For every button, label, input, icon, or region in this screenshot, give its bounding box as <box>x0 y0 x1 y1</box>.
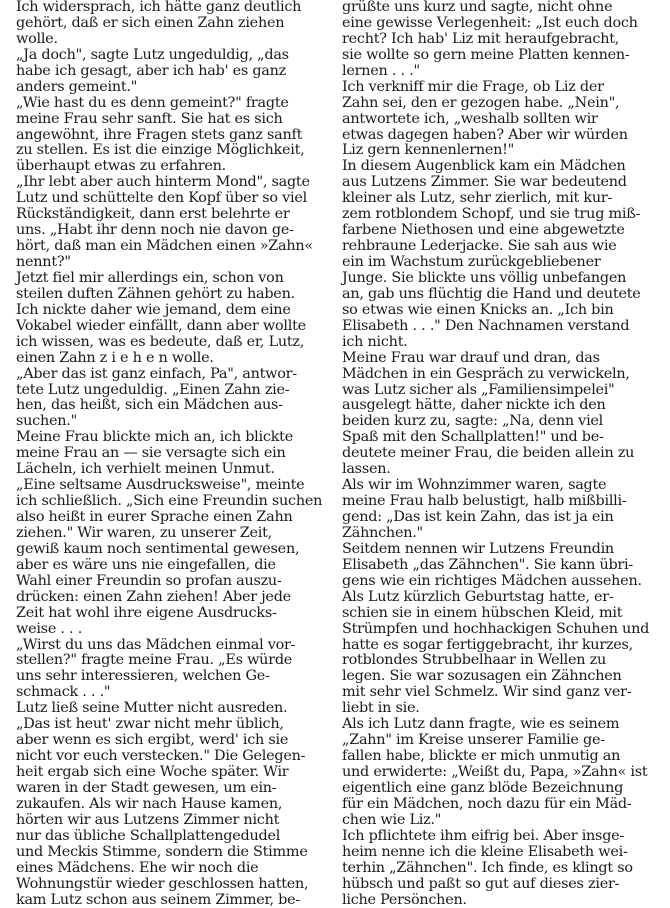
text-line: aus Lutzens Zimmer. Sie war bedeutend <box>342 175 662 191</box>
text-line: und Meckis Stimme, sondern die Stimme <box>16 845 336 861</box>
text-line: Als wir im Wohnzimmer waren, sagte <box>342 478 662 494</box>
text-line: Strümpfen und hochhackigen Schuhen und <box>342 622 662 638</box>
text-line: legen. Sie war sozusagen ein Zähnchen <box>342 669 662 685</box>
text-line: stellen?" fragte meine Frau. „Es würde <box>16 653 336 669</box>
text-line: „Wie hast du es denn gemeint?" fragte <box>16 96 336 112</box>
text-line: zem rotblondem Schopf, und sie trug miß- <box>342 207 662 223</box>
text-line: In diesem Augenblick kam ein Mädchen <box>342 159 662 175</box>
text-line: für ein Mädchen, noch dazu für ein Mäd- <box>342 797 662 813</box>
text-line: zu stellen. Es ist die einzige Möglichkeit, <box>16 143 336 159</box>
text-line: so etwas wie einen Knicks an. „Ich bin <box>342 303 662 319</box>
right-text-column <box>342 0 662 908</box>
text-line: „Aber das ist ganz einfach, Pa", antwor- <box>16 367 336 383</box>
text-line: nicht vor euch verstecken." Die Gelegen- <box>16 749 336 765</box>
text-line: Jetzt fiel mir allerdings ein, schon von <box>16 271 336 287</box>
text-line: Seitdem nennen wir Lutzens Freundin <box>342 542 662 558</box>
text-line: „Ja doch", sagte Lutz ungeduldig, „das <box>16 48 336 64</box>
text-line: kam Lutz schon aus seinem Zimmer, be- <box>16 893 336 908</box>
text-line: gend: „Das ist kein Zahn, das ist ja ein <box>342 510 662 526</box>
text-line: angewöhnt, ihre Fragen stets ganz sanft <box>16 128 336 144</box>
text-line: Ich pflichtete ihm eifrig bei. Aber insge- <box>342 829 662 845</box>
text-line: schmack . . ." <box>16 685 336 701</box>
text-line: Mädchen in ein Gespräch zu verwickeln, <box>342 367 662 383</box>
text-line: farbene Niethosen und eine abgewetzte <box>342 223 662 239</box>
text-line: weise . . . <box>16 622 336 638</box>
text-line: lassen. <box>342 462 662 478</box>
text-line: ein im Wachstum zurückgebliebener <box>342 255 662 271</box>
text-line: lernen . . ." <box>342 64 662 80</box>
text-line: „Das ist heut' zwar nicht mehr üblich, <box>16 717 336 733</box>
text-line: steilen duften Zähnen gehört zu haben. <box>16 287 336 303</box>
text-line: hört, daß man ein Mädchen einen »Zahn« <box>16 239 336 255</box>
text-line: aber wenn es sich ergibt, werd' ich sie <box>16 733 336 749</box>
text-line: was Lutz sicher als „Familiensimpelei" <box>342 383 662 399</box>
text-line: Wohnungstür wieder geschlossen hatten, <box>16 877 336 893</box>
text-line: hen, das heißt, sich ein Mädchen aus- <box>16 398 336 414</box>
text-line: rotblondes Strubbelhaar in Wellen zu <box>342 653 662 669</box>
text-line: waren in der Stadt gewesen, um ein- <box>16 781 336 797</box>
text-line: Wahl einer Freundin so profan auszu- <box>16 574 336 590</box>
text-line: Elisabeth . . ." Den Nachnamen verstand <box>342 319 662 335</box>
text-line: liebt in sie. <box>342 701 662 717</box>
text-line: uns sehr interessieren, welchen Ge- <box>16 669 336 685</box>
text-line: schien sie in einem hübschen Kleid, mit <box>342 606 662 622</box>
text-line: Meine Frau war drauf und dran, das <box>342 351 662 367</box>
text-line: gens wie ein richtiges Mädchen aussehen. <box>342 574 662 590</box>
text-line: gehört, daß er sich einen Zahn ziehen <box>16 16 336 32</box>
text-line: heit ergab sich eine Woche später. Wir <box>16 765 336 781</box>
text-line: meine Frau an — sie versagte sich ein <box>16 446 336 462</box>
text-line: beiden kurz zu, sagte: „Na, denn viel <box>342 414 662 430</box>
text-line: einen Zahn z i e h e n wolle. <box>16 351 336 367</box>
text-line: Meine Frau blickte mich an, ich blickte <box>16 430 336 446</box>
text-line: „Eine seltsame Ausdrucksweise", meinte <box>16 478 336 494</box>
text-line: hatte es sogar fertiggebracht, ihr kurzes, <box>342 638 662 654</box>
text-line: deutete meiner Frau, die beiden allein zu <box>342 446 662 462</box>
text-line: mit sehr viel Schmelz. Wir sind ganz ver- <box>342 685 662 701</box>
text-line: eigentlich eine ganz blöde Bezeichnung <box>342 781 662 797</box>
text-line: Junge. Sie blickte uns völlig unbefangen <box>342 271 662 287</box>
text-line: Rückständigkeit, dann erst belehrte er <box>16 207 336 223</box>
text-line: suchen." <box>16 414 336 430</box>
text-line: gewiß kaum noch sentimental gewesen, <box>16 542 336 558</box>
text-line: „Ihr lebt aber auch hinterm Mond", sagte <box>16 175 336 191</box>
text-line: meine Frau halb belustigt, halb mißbilli- <box>342 494 662 510</box>
text-line: Ich verkniff mir die Frage, ob Liz der <box>342 80 662 96</box>
text-line: und erwiderte: „Weißt du, Papa, »Zahn« ist <box>342 765 662 781</box>
text-line: eines Mädchens. Ehe wir noch die <box>16 861 336 877</box>
text-line: also heißt in eurer Sprache einen Zahn <box>16 510 336 526</box>
text-line: Spaß mit den Schallplatten!" und be- <box>342 430 662 446</box>
text-line: an, gab uns flüchtig die Hand und deutete <box>342 287 662 303</box>
text-line: antwortete ich, „weshalb sollten wir <box>342 112 662 128</box>
text-line: fallen habe, blickte er mich unmutig an <box>342 749 662 765</box>
text-line: Als ich Lutz dann fragte, wie es seinem <box>342 717 662 733</box>
text-line: Als Lutz kürzlich Geburtstag hatte, er- <box>342 590 662 606</box>
text-line: wolle. <box>16 32 336 48</box>
text-line: überhaupt etwas zu erfahren. <box>16 159 336 175</box>
left-text-column <box>16 0 336 908</box>
text-line: uns. „Habt ihr denn noch nie davon ge- <box>16 223 336 239</box>
text-line: ausgelegt hätte, daher nickte ich den <box>342 398 662 414</box>
text-line: Zahn sei, den er gezogen habe. „Nein", <box>342 96 662 112</box>
text-line: etwas dagegen haben? Aber wir würden <box>342 128 662 144</box>
text-line: rehbraune Lederjacke. Sie sah aus wie <box>342 239 662 255</box>
text-line: Lächeln, ich verhielt meinen Unmut. <box>16 462 336 478</box>
text-line: recht? Ich hab' Liz mit heraufgebracht, <box>342 32 662 48</box>
text-line: nennt?" <box>16 255 336 271</box>
text-line: tete Lutz ungeduldig. „Einen Zahn zie- <box>16 383 336 399</box>
text-line: nur das übliche Schallplattengedudel <box>16 829 336 845</box>
text-line: zukaufen. Als wir nach Hause kamen, <box>16 797 336 813</box>
text-line: meine Frau sehr sanft. Sie hat es sich <box>16 112 336 128</box>
text-line: Liz gern kennenlernen!" <box>342 143 662 159</box>
text-line: Zeit hat wohl ihre eigene Ausdrucks- <box>16 606 336 622</box>
text-line: Lutz und schüttelte den Kopf über so viel <box>16 191 336 207</box>
text-line: heim nenne ich die kleine Elisabeth wei- <box>342 845 662 861</box>
text-line: chen wie Liz." <box>342 813 662 829</box>
text-line: anders gemeint." <box>16 80 336 96</box>
text-line: eine gewisse Verlegenheit: „Ist euch doch <box>342 16 662 32</box>
text-line: drücken: einen Zahn ziehen! Aber jede <box>16 590 336 606</box>
text-line: ziehen." Wir waren, zu unserer Zeit, <box>16 526 336 542</box>
text-line: Ich widersprach, ich hätte ganz deutlich <box>16 0 336 16</box>
text-line: „Zahn" im Kreise unserer Familie ge- <box>342 733 662 749</box>
text-line: „Wirst du uns das Mädchen einmal vor- <box>16 638 336 654</box>
text-line: Vokabel wieder einfällt, dann aber wollte <box>16 319 336 335</box>
text-line: hübsch und paßt so gut auf dieses zier- <box>342 877 662 893</box>
text-line: Ich nickte daher wie jemand, dem eine <box>16 303 336 319</box>
text-line: terhin „Zähnchen". Ich finde, es klingt so <box>342 861 662 877</box>
text-line: habe ich gesagt, aber ich hab' es ganz <box>16 64 336 80</box>
text-line: Zähnchen." <box>342 526 662 542</box>
text-line: ich schließlich. „Sich eine Freundin suchen <box>16 494 336 510</box>
text-line: sie wollte so gern meine Platten kennen- <box>342 48 662 64</box>
text-line: kleiner als Lutz, sehr zierlich, mit kur- <box>342 191 662 207</box>
text-line: aber es wäre uns nie eingefallen, die <box>16 558 336 574</box>
text-line: ich wissen, was es bedeute, daß er, Lutz, <box>16 335 336 351</box>
text-line: grüßte uns kurz und sagte, nicht ohne <box>342 0 662 16</box>
text-line: Lutz ließ seine Mutter nicht ausreden. <box>16 701 336 717</box>
text-line: liche Persönchen. <box>342 893 662 908</box>
text-line: ich nicht. <box>342 335 662 351</box>
text-line: Elisabeth „das Zähnchen". Sie kann übri- <box>342 558 662 574</box>
text-line: hörten wir aus Lutzens Zimmer nicht <box>16 813 336 829</box>
